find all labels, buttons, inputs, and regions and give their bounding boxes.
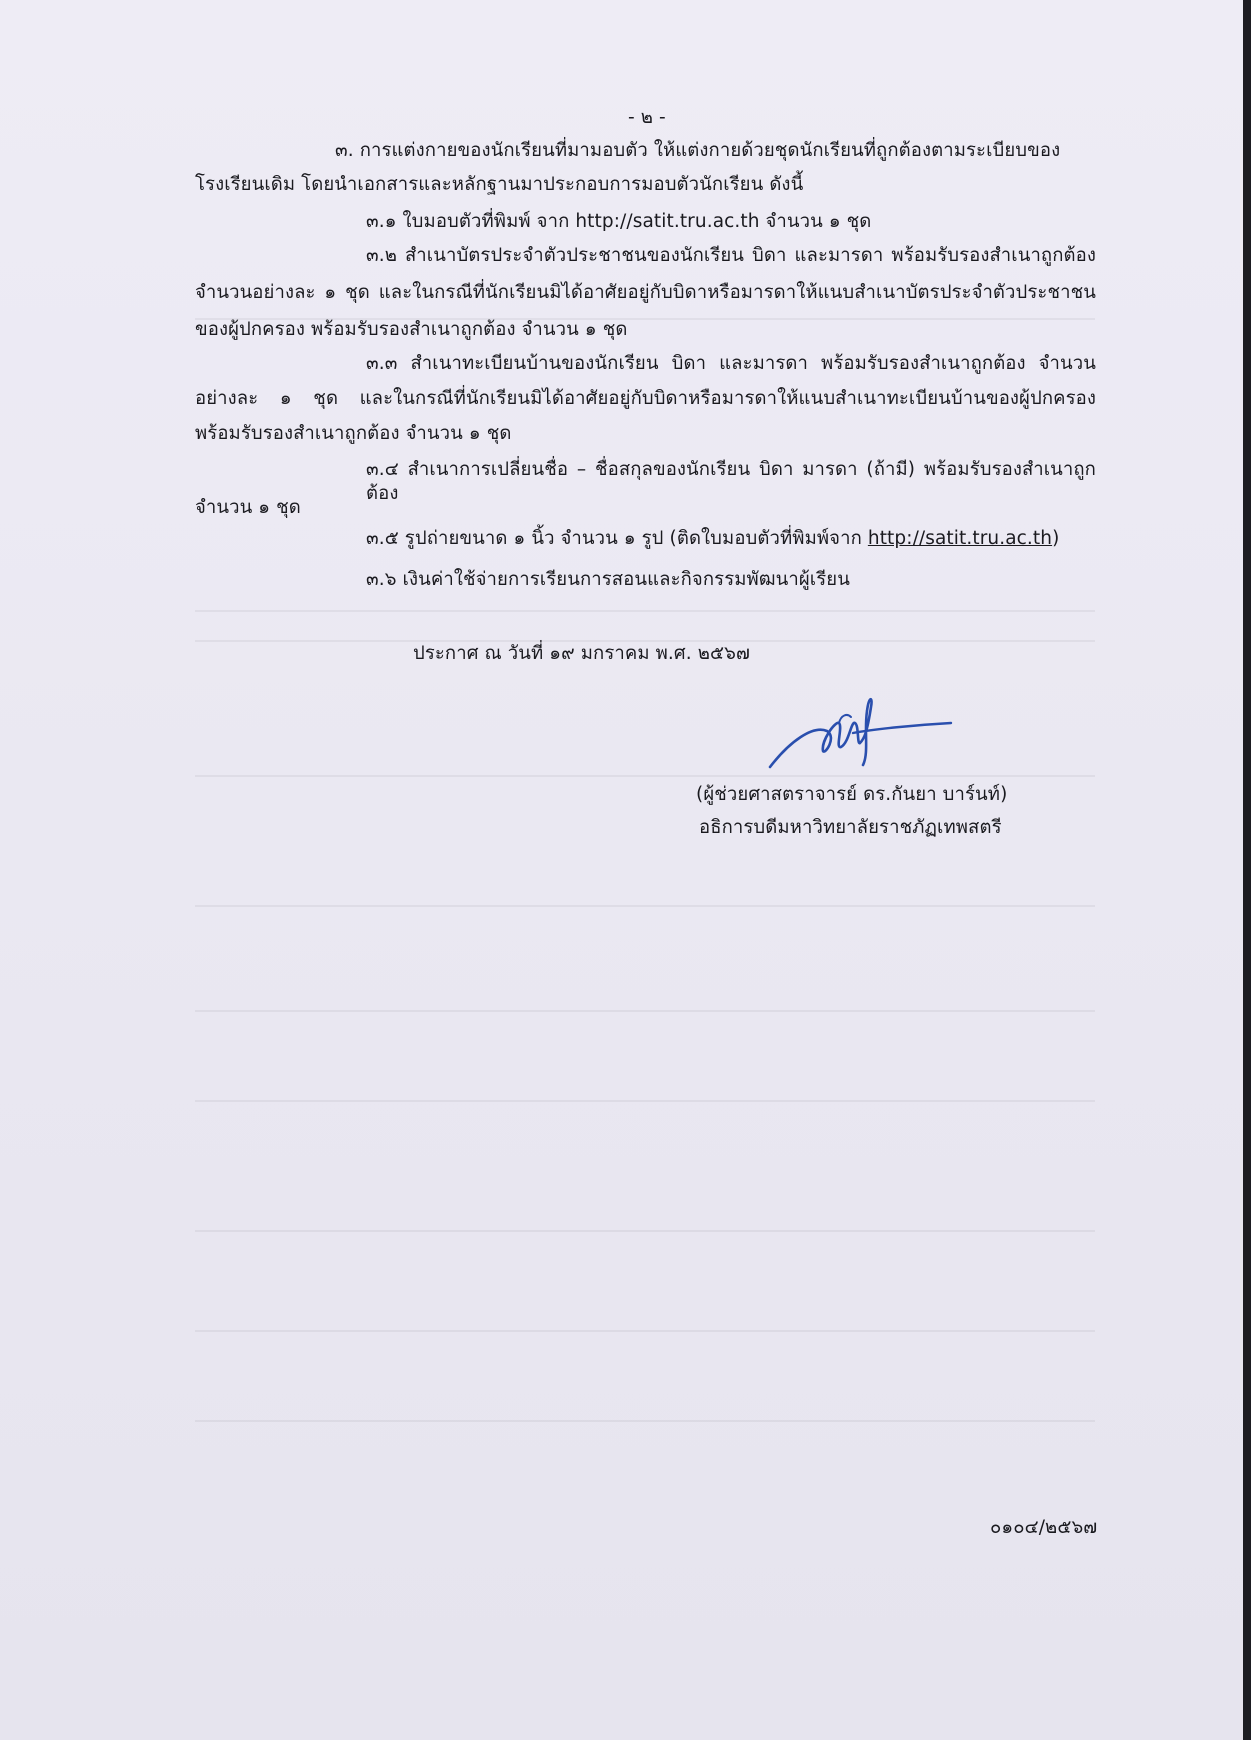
scan-edge <box>1243 0 1251 1740</box>
item-3-4-line1: ๓.๔ สำเนาการเปลี่ยนชื่อ – ชื่อสกุลของนักเรียน บิดา มารดา (ถ้ามี) พร้อมรับรองสำเนาถูกต้อง <box>366 459 1096 504</box>
section3-intro-line2: โรงเรียนเดิม โดยนำเอกสารและหลักฐานมาประกอบการมอบตัวนักเรียน ดังนี้ <box>195 174 804 195</box>
item-3-2-line1: ๓.๒ สำเนาบัตรประจำตัวประชาชนของนักเรียน บิดา และมารดา พร้อมรับรองสำเนาถูกต้อง <box>366 245 1096 266</box>
section3-intro-line1: ๓. การแต่งกายของนักเรียนที่มามอบตัว ให้แต่งกายด้วยชุดนักเรียนที่ถูกต้องตามระเบียบของ <box>335 140 1061 161</box>
bleed-through-line <box>195 1330 1095 1332</box>
item-3-2-line2: จำนวนอย่างละ ๑ ชุด และในกรณีที่นักเรียนมิได้อาศัยอยู่กับบิดาหรือมารดาให้แนบสำเนาบัตรประจำตัวประชาชน <box>195 282 1096 303</box>
signatory-position: อธิการบดีมหาวิทยาลัยราชภัฏเทพสตรี <box>699 817 1002 838</box>
item-3-5-suffix: ) <box>1052 528 1060 549</box>
bleed-through-line <box>195 1420 1095 1422</box>
item-3-3-line1: ๓.๓ สำเนาทะเบียนบ้านของนักเรียน บิดา และมารดา พร้อมรับรองสำเนาถูกต้อง จำนวน <box>366 353 1096 374</box>
signature-image <box>765 693 955 773</box>
page-number: - ๒ - <box>628 107 666 128</box>
item-3-5 <box>366 527 1059 551</box>
item-3-1: ๓.๑ ใบมอบตัวที่พิมพ์ จาก http://satit.tru.ac.th จำนวน ๑ ชุด <box>366 211 872 232</box>
bleed-through-line <box>195 1010 1095 1012</box>
item-3-3-line2: อย่างละ ๑ ชุด และในกรณีที่นักเรียนมิได้อาศัยอยู่กับบิดาหรือมารดาให้แนบสำเนาทะเบียนบ้านของผู้ปกครอง <box>195 388 1096 409</box>
bleed-through-line <box>195 775 1095 777</box>
document-number: ๐๑๐๔/๒๕๖๗ <box>990 1517 1098 1538</box>
bleed-through-line <box>195 1100 1095 1102</box>
bleed-through-line <box>195 1230 1095 1232</box>
item-3-4-line2: จำนวน ๑ ชุด <box>195 497 301 518</box>
item-3-2-line3: ของผู้ปกครอง พร้อมรับรองสำเนาถูกต้อง จำนวน ๑ ชุด <box>195 319 628 340</box>
item-3-5-text: ๓.๕ รูปถ่ายขนาด ๑ นิ้ว จำนวน ๑ รูป (ติดใบมอบตัวที่พิมพ์จาก <box>366 528 868 549</box>
bleed-through-line <box>195 905 1095 907</box>
item-3-3-line3: พร้อมรับรองสำเนาถูกต้อง จำนวน ๑ ชุด <box>195 423 512 444</box>
satit-website-link[interactable]: http://satit.tru.ac.th <box>867 528 1053 549</box>
signatory-name: (ผู้ช่วยศาสตราจารย์ ดร.กันยา บาร์นท์) <box>696 784 1008 805</box>
bleed-through-line <box>195 610 1095 612</box>
item-3-6: ๓.๖ เงินค่าใช้จ่ายการเรียนการสอนและกิจกรรมพัฒนาผู้เรียน <box>366 569 850 590</box>
announcement-date: ประกาศ ณ วันที่ ๑๙ มกราคม พ.ศ. ๒๕๖๗ <box>413 643 750 664</box>
